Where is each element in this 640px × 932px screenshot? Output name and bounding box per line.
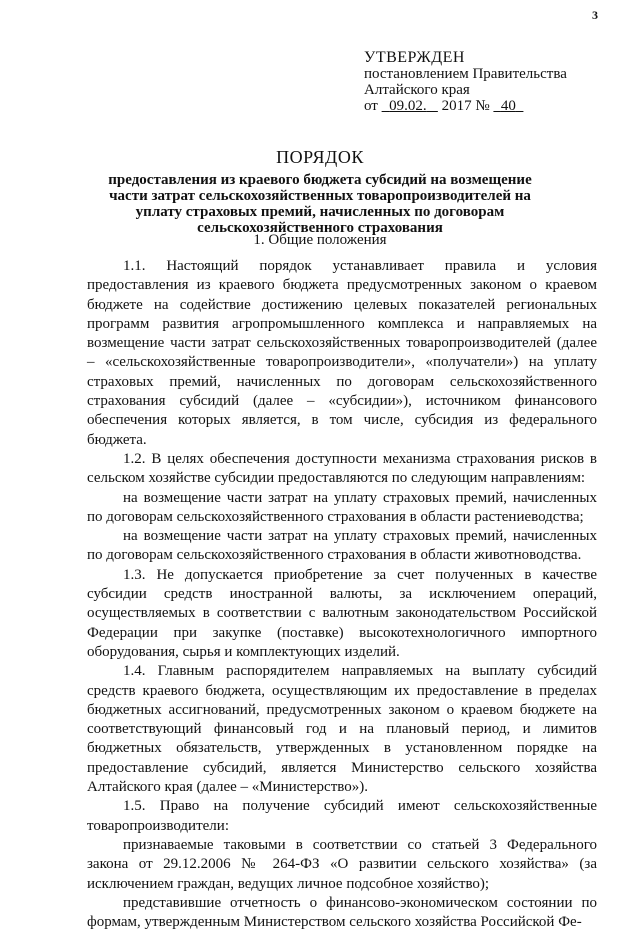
paragraph-1-3: 1.3. Не допускается приобретение за счет полученных в качестве субсидии средств иностранной валюты, за исключением операций, осуществляемых в соответствии с валютным законодательством Российской Федерации при закупке (поставке) высокотехнологичного импортного оборудования, сырья и комплектующих изделий. xyxy=(87,566,597,660)
approval-line1: постановлением Правительства xyxy=(364,66,567,82)
approval-date-line xyxy=(364,98,567,114)
document-body xyxy=(87,257,597,932)
number-prefix: № xyxy=(475,98,490,114)
approval-heading: УТВЕРЖДЕН xyxy=(364,49,465,66)
approval-stamp xyxy=(364,50,567,114)
document-title: ПОРЯДОК xyxy=(276,147,364,167)
approval-date: 09.02. xyxy=(389,98,427,114)
paragraph-1-5-b: представившие отчетность о финансово-экономическом состоянии по формам, утвержденным Министерством сельского хозяйства Российской Фе- xyxy=(87,894,597,931)
document-subtitle: предоставления из краевого бюджета субсидий на возмещение части затрат сельскохозяйственных товаропроизводителей на уплату страховых премий, начисленных по договорам сельскохозяйственного страхования xyxy=(108,172,532,236)
page-number: 3 xyxy=(592,8,598,22)
paragraph-1-2-a: на возмещение части затрат на уплату страховых премий, начисленных по договорам сельскохозяйственного страхования в области растениеводства; xyxy=(87,489,597,525)
paragraph-1-2-b: на возмещение части затрат на уплату страховых премий, начисленных по договорам сельскохозяйственного страхования в области животноводства. xyxy=(87,528,597,564)
paragraph-1-4: 1.4. Главным распорядителем направляемых на выплату субсидий средств краевого бюджета, осуществляющим их предоставление в пределах бюджетных ассигнований, предусмотренных законом о краевом бюджете на соответствующий финансовый год и на плановый период, и лимитов бюджетных обязательств, утвержденных в установленном порядке на предоставление субсидий, является Министерство сельского хозяйства Алтайского края (далее – «Министерство»). xyxy=(87,663,597,796)
paragraph-1-2: 1.2. В целях обеспечения доступности механизма страхования рисков в сельском хозяйстве субсидии предоставляются по следующим направлениям: xyxy=(87,450,597,487)
paragraph-1-5-a: признаваемые таковыми в соответствии со статьей 3 Федерального закона от 29.12.2006 № 264-ФЗ «О развитии сельского хозяйства» (за исключением граждан, ведущих личное подсобное хозяйство); xyxy=(87,836,597,892)
date-prefix: от xyxy=(364,98,378,114)
section-heading: 1. Общие положения xyxy=(253,232,387,248)
approval-number: 40 xyxy=(500,98,516,114)
paragraph-1-1: 1.1. Настоящий порядок устанавливает правила и условия предоставления из краевого бюджета предусмотренных законом о краевом бюджете на содействие достижению целевых показателей региональных программ развития агропромышленного комплекса и направляемых на возмещение части затрат сельскохозяйственных товаропроизводителей (далее – «сельскохозяйственные товаропроизводители», «получатели») на уплату страховых премий, начисленных по договорам сельскохозяйственного страхования субсидий (далее – «субсидии»), источником финансового обеспечения которых является, в том числе, субсидия из федерального бюджета. xyxy=(87,258,597,448)
approval-line2: Алтайского края xyxy=(364,82,470,98)
approval-year: 2017 xyxy=(441,98,472,114)
paragraph-1-5: 1.5. Право на получение субсидий имеют сельскохозяйственные товаропроизводители: xyxy=(87,798,597,834)
